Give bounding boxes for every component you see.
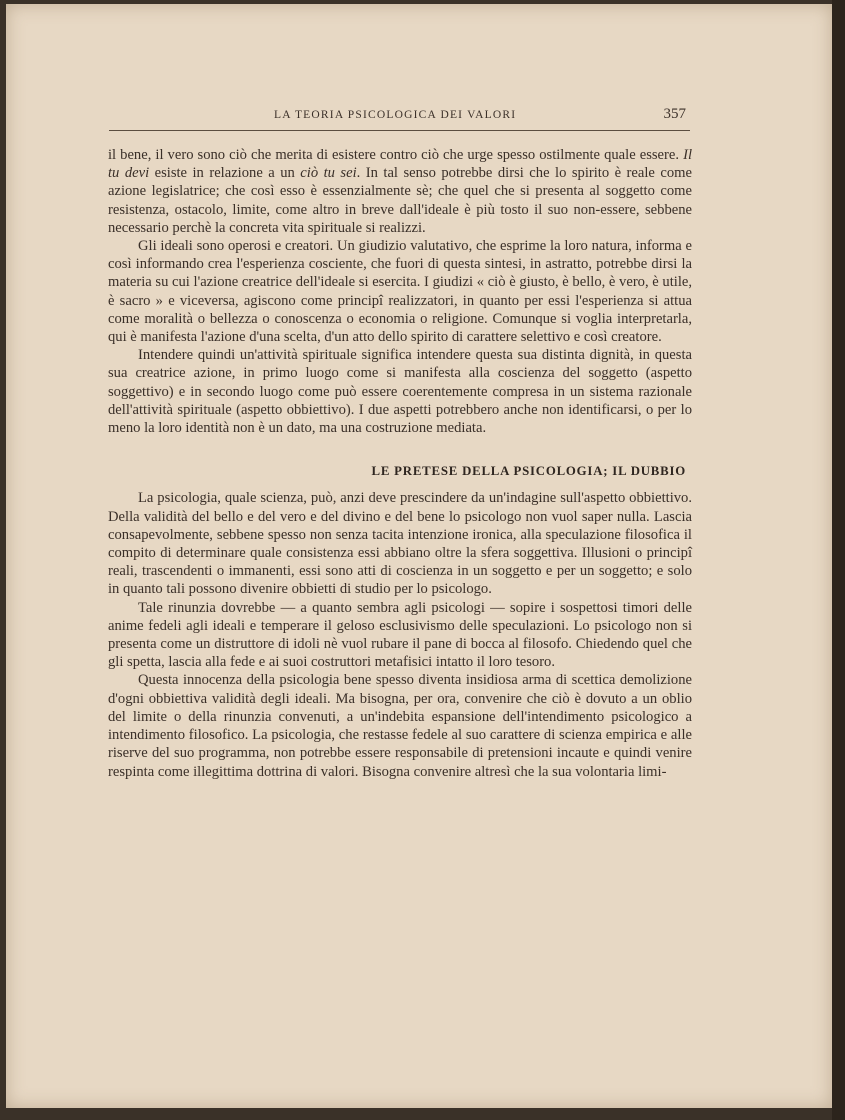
section-heading: LE PRETESE DELLA PSICOLOGIA; IL DUBBIO [371, 464, 686, 479]
text-run: . In tal senso potrebbe dirsi che lo spirito è reale come azione legislatrice; che così esso è essenzialmente sè; che quel che si presenta al soggetto come resistenza, ostacolo, limite, come altro in breve dall'ideale è più tosto il suo non-essere, sebbene necessario perchè la concreta vita spirituale si realizzi. [108, 165, 692, 236]
paragraph [108, 346, 692, 437]
paragraph [108, 489, 692, 598]
text-run: La psicologia, quale scienza, può, anzi deve prescindere da un'indagine sull'aspetto obbiettivo. Della validità del bello e del vero e del divino e del bene lo psicologo non vuol saper nulla. Lascia consapevolmente, sebbene spesso non senza tacita intenzione ironica, alla speculazione filosofica il compito di determinare quale consistenza essi abbiano oltre la sfera soggettiva. Illusioni o principî reali, trascendenti o immanenti, essi sono atti di coscienza in un soggetto e per un soggetto; e solo in quanto tali possono divenire obbietti di studio per lo psicologo. [108, 490, 692, 598]
paragraph [108, 237, 692, 346]
text-run: esiste in relazione a un [149, 165, 301, 182]
paragraph [108, 671, 692, 780]
page-number: 357 [663, 106, 686, 122]
text-run: Gli ideali sono operosi e creatori. Un giudizio valutativo, che esprime la loro natura, informa e così informando crea l'esperienza cosciente, che fuori di questa sintesi, in astratto, potrebbe dirsi la materia su cui l'azione creatrice dell'ideale si esercita. I giudizi « ciò è giusto, è bello, è vero, è utile, è sacro » e viceversa, agiscono come principî realizzatori, in quanto per essi l'esperienza si attua come moralità o bellezza o conoscenza o economia o religione. Comunque si voglia interpretarla, qui è manifesta l'azione d'una scelta, d'un atto dello spirito di carattere selettivo e così creatore. [108, 238, 692, 346]
italic-run: Il tu devi [108, 147, 692, 182]
page-edge-shadow [832, 0, 845, 1120]
italic-run: ciò tu sei [300, 165, 357, 182]
text-run: Questa innocenza della psicologia bene spesso diventa insidiosa arma di scettica demolizione d'ogni obbiettiva validità degli ideali. Ma bisogna, per ora, convenire che ciò è dovuto a un oblio del limite o della rinunzia convenuti, a un'indebita espansione dell'intendimento psicologico a intendimento filosofico. La psicologia, che restasse fedele al suo carattere di scienza empirica e alle riserve del suo programma, non potrebbe essere responsabile di pretensioni incaute e quindi venire respinta come illegittima dottrina di valori. Bisogna convenire altresì che la sua volontaria limi- [108, 672, 692, 780]
text-run: il bene, il vero sono ciò che merita di esistere contro ciò che urge spesso ostilmente quale essere. [108, 147, 684, 163]
paragraphs-before-heading [108, 146, 692, 437]
paragraphs-after-heading [108, 489, 692, 780]
text-run: Tale rinunzia dovrebbe — a quanto sembra agli psicologi — sopire i sospettosi timori delle anime fedeli agli ideali e temperare il geloso esclusivismo delle speculazioni. Lo psicologo non si presenta come un distruttore di idoli nè vuol rubare il pane di bocca al filosofo. Chiedendo quel che gli spetta, lascia alla fede e ai suoi costruttori metafisici intatto il loro tesoro. [108, 599, 692, 671]
text-run: Intendere quindi un'attività spirituale significa intendere questa sua distinta dignità, in questa sua creatrice azione, in primo luogo come si manifesta alla coscienza del soggetto (aspetto soggettivo) e in secondo luogo come può essere coerentemente compresa in un sistema razionale dell'attività spirituale (aspetto obbiettivo). I due aspetti potrebbero anche non identificarsi, o per lo meno la loro identità non è un dato, ma una costruzione mediata. [108, 347, 692, 437]
page-header [109, 104, 690, 131]
paragraph [108, 146, 692, 237]
running-title: LA TEORIA PSICOLOGICA DEI VALORI [274, 109, 517, 121]
paragraph [108, 599, 692, 672]
body-text [108, 146, 692, 781]
